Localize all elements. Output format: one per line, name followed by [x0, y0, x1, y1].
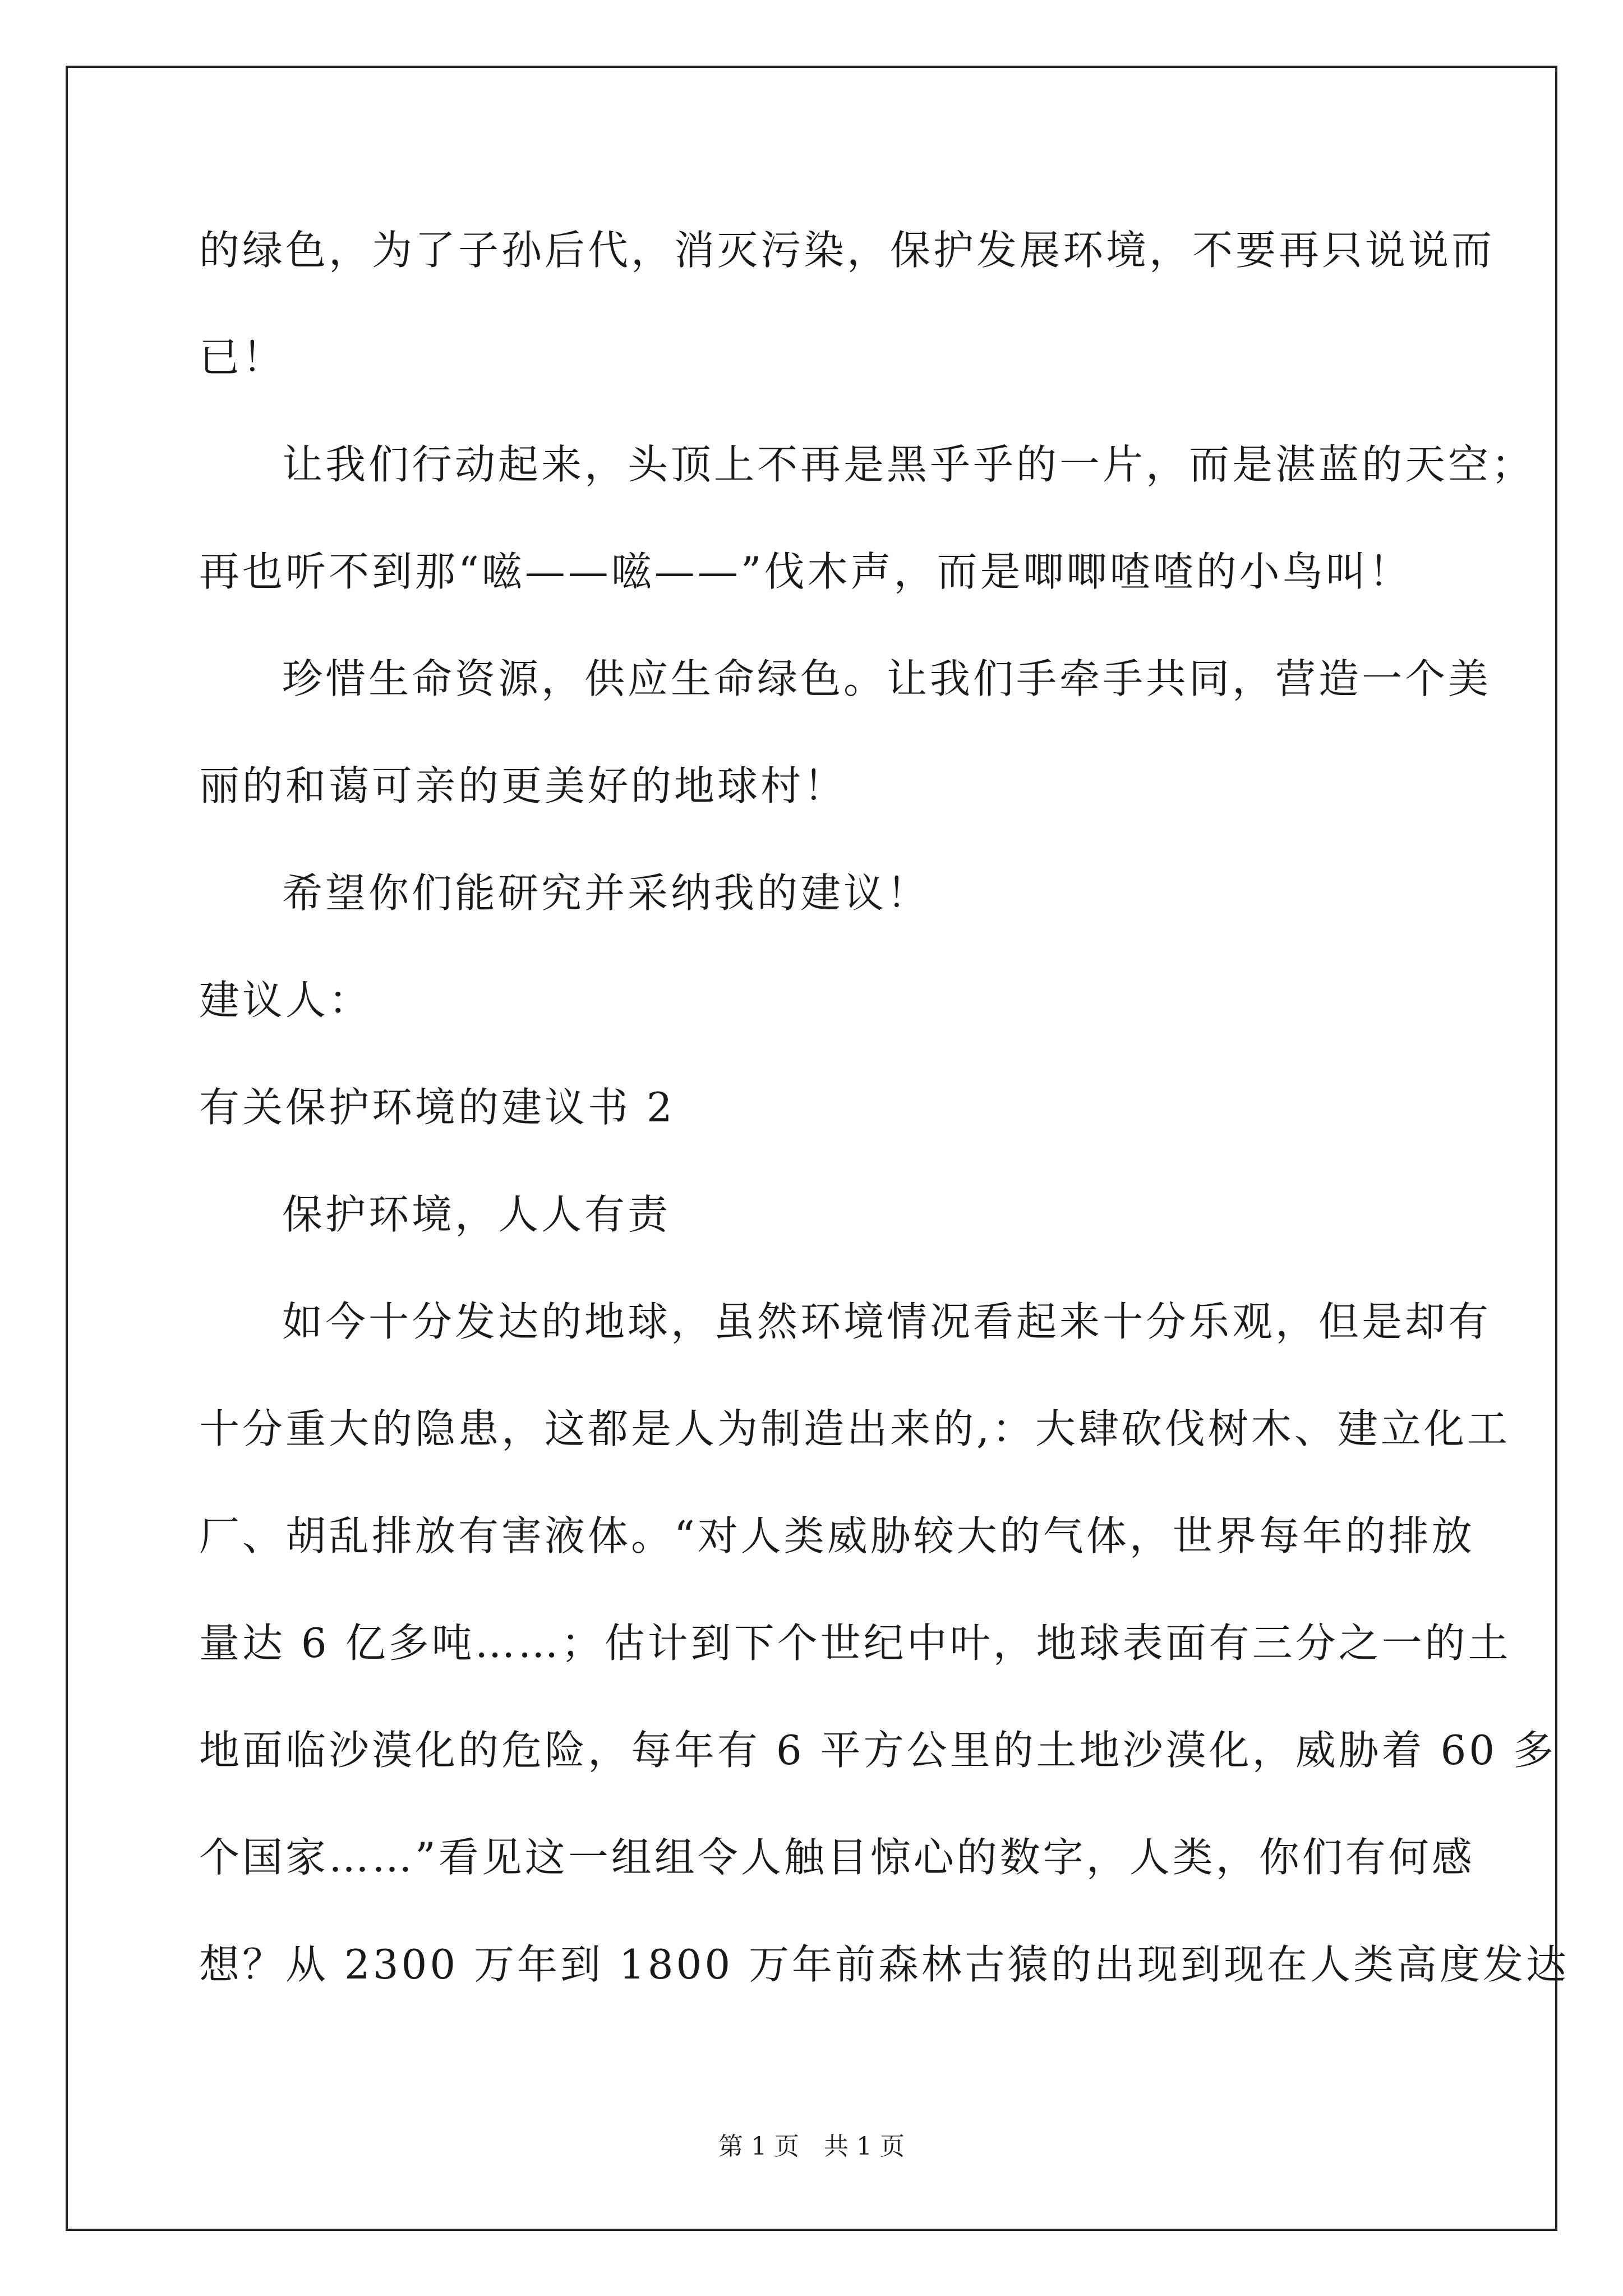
text-line: 珍惜生命资源，供应生命绿色。让我们手牵手共同，营造一个美: [282, 655, 1492, 702]
text-line: 再也听不到那“嗞——嗞——”伐木声，而是唧唧喳喳的小鸟叫！: [199, 548, 1412, 595]
text-line: 希望你们能研究并采纳我的建议！: [282, 869, 930, 917]
text-line: 厂、胡乱排放有害液体。“对人类威胁较大的气体，世界每年的排放: [199, 1512, 1475, 1559]
text-line: 地面临沙漠化的危险，每年有 6 平方公里的土地沙漠化，威胁着 60 多: [199, 1727, 1556, 1774]
text-line: 量达 6 亿多吨……；估计到下个世纪中叶，地球表面有三分之一的土: [199, 1619, 1511, 1667]
text-line: 的绿色，为了子孙后代，消灭污染，保护发展环境，不要再只说说而: [199, 227, 1495, 274]
page-border: [66, 66, 1557, 2231]
text-line: 丽的和蔼可亲的更美好的地球村！: [199, 762, 847, 809]
text-line: 建议人：: [199, 977, 372, 1024]
text-line: 十分重大的隐患，这都是人为制造出来的,：大肆砍伐树木、建立化工: [199, 1405, 1510, 1452]
text-line: 让我们行动起来，头顶上不再是黑乎乎的一片，而是湛蓝的天空；: [282, 441, 1535, 488]
text-line: 想？从 2300 万年到 1800 万年前森林古猿的出现到现在人类高度发达: [199, 1941, 1570, 1988]
text-line: 保护环境，人人有责: [282, 1191, 671, 1238]
text-line: 个国家……”看见这一组组令人触目惊心的数字，人类，你们有何感: [199, 1834, 1475, 1881]
text-line: 如今十分发达的地球，虽然环境情况看起来十分乐观，但是却有: [282, 1298, 1492, 1345]
page-footer: 第 1 页 共 1 页: [718, 2132, 905, 2161]
text-line: 已！: [199, 334, 286, 381]
text-line: 有关保护环境的建议书 2: [199, 1084, 675, 1131]
